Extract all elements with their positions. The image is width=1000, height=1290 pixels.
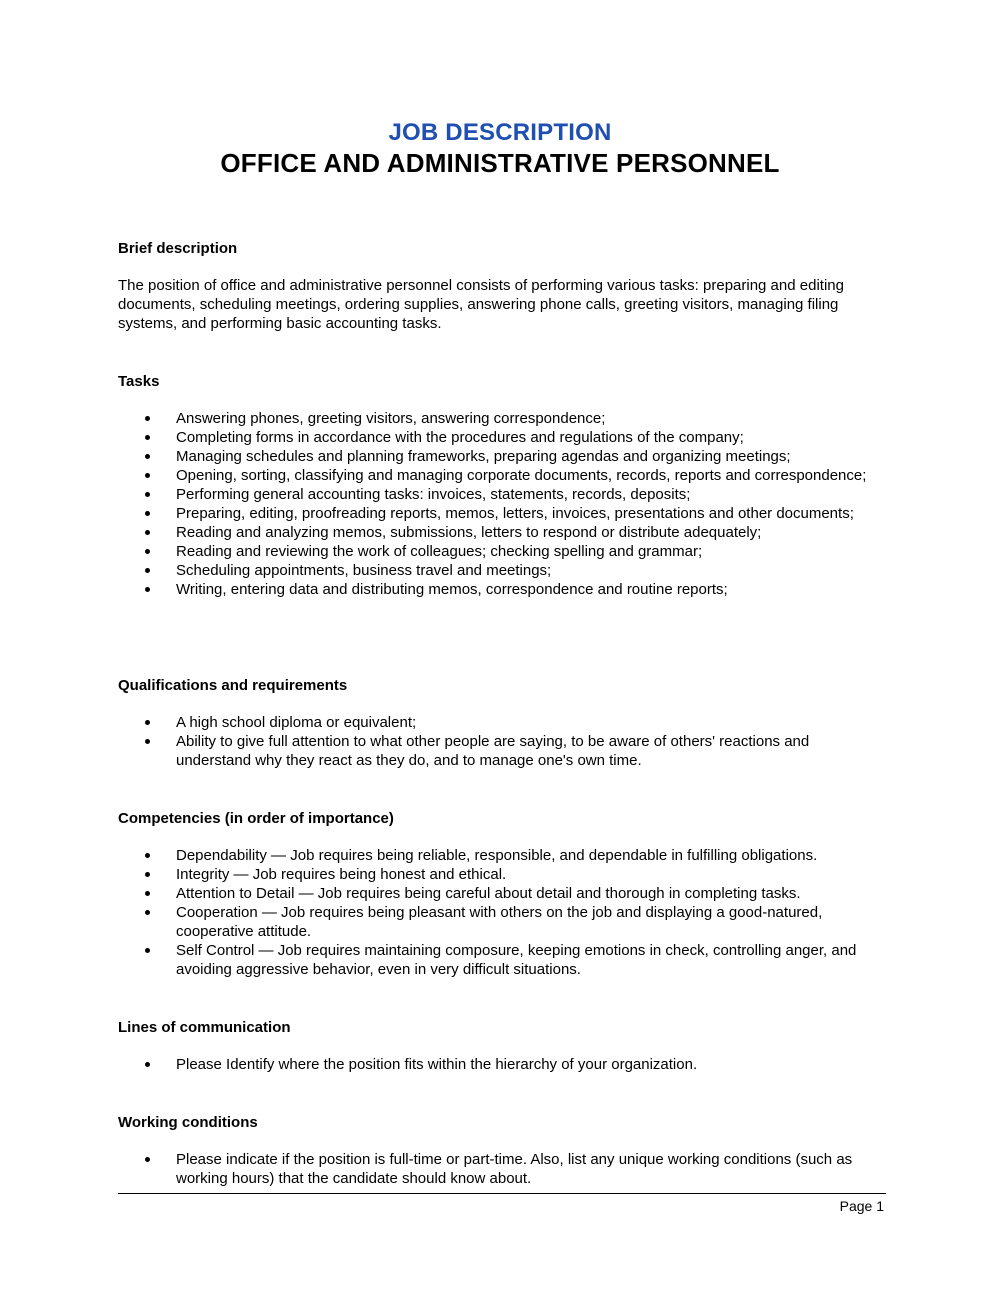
communication-list [118,1055,888,1074]
section-heading: Tasks [118,373,160,390]
section-heading: Competencies (in order of importance) [118,810,394,827]
bullet-icon [145,910,150,915]
list-item: Opening, sorting, classifying and managing corporate documents, records, reports and correspondence; [118,466,888,485]
list-item: Reading and reviewing the work of colleagues; checking spelling and grammar; [118,542,888,561]
list-item: Performing general accounting tasks: invoices, statements, records, deposits; [118,485,888,504]
bullet-icon [145,416,150,421]
section-heading: Lines of communication [118,1019,291,1036]
bullet-icon [145,1157,150,1162]
list-item: Please indicate if the position is full-time or part-time. Also, list any unique working conditions (such as working hours) that the candidate should know about. [118,1150,888,1188]
list-item: Reading and analyzing memos, submissions, letters to respond or distribute adequately; [118,523,888,542]
bullet-icon [145,473,150,478]
brief-description-text: The position of office and administrative personnel consists of performing various tasks: preparing and editing documents, scheduling meetings, ordering supplies, answering phone calls, greeting visitors, managing filing systems, and performing basic accounting tasks. [118,277,844,332]
bullet-icon [145,720,150,725]
bullet-icon [145,872,150,877]
list-item: Writing, entering data and distributing memos, correspondence and routine reports; [118,580,888,599]
list-item: Preparing, editing, proofreading reports, memos, letters, invoices, presentations and other documents; [118,504,888,523]
document-title: JOB DESCRIPTION [388,119,612,146]
brief-description-section [118,239,888,333]
tasks-list [118,409,888,599]
working-conditions-section [118,1113,888,1188]
section-heading: Qualifications and requirements [118,677,348,694]
bullet-icon [145,530,150,535]
list-item: A high school diploma or equivalent; [118,713,888,732]
section-heading: Working conditions [118,1114,258,1131]
bullet-icon [145,948,150,953]
footer-divider [118,1193,886,1194]
bullet-icon [145,587,150,592]
section-heading: Brief description [118,240,238,257]
list-item: Integrity — Job requires being honest and ethical. [118,865,888,884]
bullet-icon [145,568,150,573]
bullet-icon [145,511,150,516]
bullet-icon [145,891,150,896]
list-item: Completing forms in accordance with the procedures and regulations of the company; [118,428,888,447]
list-item: Attention to Detail — Job requires being careful about detail and thorough in completing tasks. [118,884,888,903]
competencies-list [118,846,888,979]
communication-section [118,1018,888,1074]
list-item: Ability to give full attention to what other people are saying, to be aware of others' reactions and understand why they react as they do, and to manage one's own time. [118,732,888,770]
bullet-icon [145,739,150,744]
list-item: Managing schedules and planning frameworks, preparing agendas and organizing meetings; [118,447,888,466]
tasks-section [118,372,888,599]
page-number: Page 1 [839,1198,884,1214]
list-item: Answering phones, greeting visitors, answering correspondence; [118,409,888,428]
bullet-icon [145,1062,150,1067]
bullet-icon [145,492,150,497]
qualifications-list [118,713,888,770]
list-item: Please Identify where the position fits within the hierarchy of your organization. [118,1055,888,1074]
competencies-section [118,809,888,979]
list-item: Self Control — Job requires maintaining composure, keeping emotions in check, controlling anger, and avoiding aggressive behavior, even in very difficult situations. [118,941,888,979]
bullet-icon [145,454,150,459]
document-subtitle: OFFICE AND ADMINISTRATIVE PERSONNEL [220,148,780,178]
list-item: Cooperation — Job requires being pleasant with others on the job and displaying a good-natured, cooperative attitude. [118,903,888,941]
list-item: Dependability — Job requires being reliable, responsible, and dependable in fulfilling obligations. [118,846,888,865]
bullet-icon [145,435,150,440]
document-title-block [0,118,1000,178]
bullet-icon [145,853,150,858]
bullet-icon [145,549,150,554]
qualifications-section [118,676,888,770]
list-item: Scheduling appointments, business travel and meetings; [118,561,888,580]
working-conditions-list [118,1150,888,1188]
